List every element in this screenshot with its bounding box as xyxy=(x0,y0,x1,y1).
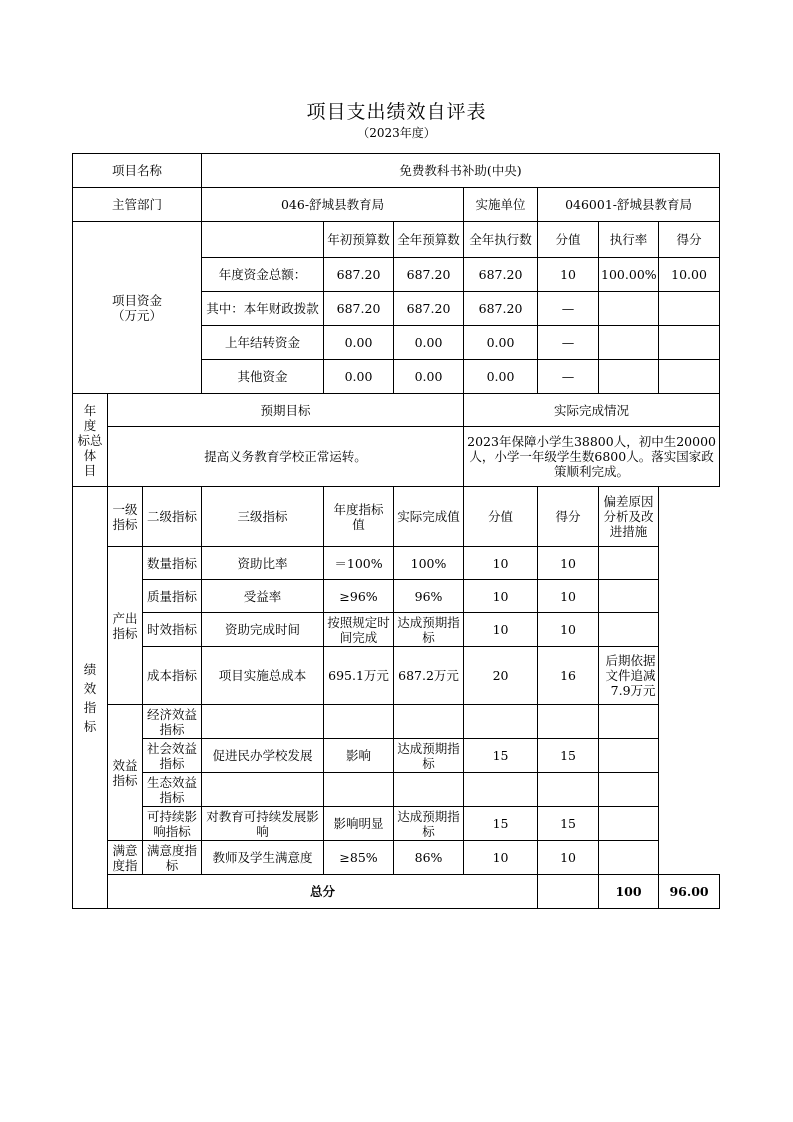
indicator-deviation xyxy=(599,613,659,647)
funds-row-label: 年度资金总额： xyxy=(202,258,324,292)
funds-row-label: 上年结转资金 xyxy=(202,326,324,360)
implementing-unit-label: 实施单位 xyxy=(464,188,538,222)
funds-rate xyxy=(599,292,659,326)
indicator-target: 695.1万元 xyxy=(324,647,394,705)
indicator-deviation xyxy=(599,807,659,841)
indicator-row xyxy=(73,647,720,705)
indicator-target: 按照规定时间完成 xyxy=(324,613,394,647)
indicator-level2: 时效指标 xyxy=(143,613,202,647)
indicator-actual: 100% xyxy=(394,547,464,580)
funds-initial: 687.20 xyxy=(324,292,394,326)
department-row xyxy=(73,188,720,222)
goals-header-row xyxy=(73,394,720,427)
funds-executed: 687.20 xyxy=(464,258,538,292)
indicator-level2: 成本指标 xyxy=(143,647,202,705)
funds-annual: 687.20 xyxy=(394,292,464,326)
indicator-level3: 资助比率 xyxy=(202,547,324,580)
department-value: 046-舒城县教育局 xyxy=(202,188,464,222)
self-evaluation-table xyxy=(72,153,720,909)
funds-executed: 687.20 xyxy=(464,292,538,326)
funds-rate: 100.00% xyxy=(599,258,659,292)
indicator-score-value xyxy=(464,773,538,807)
total-blank xyxy=(538,875,599,909)
indicator-score: 15 xyxy=(538,739,599,773)
indicator-level3: 资助完成时间 xyxy=(202,613,324,647)
header-level1: 一级指标 xyxy=(108,487,143,547)
funds-header-score-value: 分值 xyxy=(538,222,599,258)
indicator-actual: 达成预期指标 xyxy=(394,807,464,841)
indicator-score xyxy=(538,705,599,739)
indicator-deviation xyxy=(599,739,659,773)
indicator-level3 xyxy=(202,773,324,807)
indicator-row xyxy=(73,773,720,807)
funds-header-rate: 执行率 xyxy=(599,222,659,258)
indicator-score: 10 xyxy=(538,841,599,875)
project-name-label: 项目名称 xyxy=(73,154,202,188)
performance-indicators-label: 绩效指标 xyxy=(73,487,108,909)
project-name-value: 免费教科书补助(中央) xyxy=(202,154,720,188)
funds-score-value: — xyxy=(538,326,599,360)
indicator-target xyxy=(324,773,394,807)
funds-executed: 0.00 xyxy=(464,326,538,360)
annual-goals-label: 年 度 标总 体 目 xyxy=(73,394,108,487)
indicator-score-value: 15 xyxy=(464,739,538,773)
indicator-deviation xyxy=(599,773,659,807)
indicator-deviation xyxy=(599,580,659,613)
expected-goal-text: 提高义务教育学校正常运转。 xyxy=(108,427,464,487)
indicator-score-value: 15 xyxy=(464,807,538,841)
header-target: 年度指标值 xyxy=(324,487,394,547)
header-actual: 实际完成值 xyxy=(394,487,464,547)
satisfaction-indicators-label: 满意度指 xyxy=(108,841,143,875)
funds-header-executed: 全年执行数 xyxy=(464,222,538,258)
funds-score: 10.00 xyxy=(659,258,720,292)
indicator-level2: 社会效益指标 xyxy=(143,739,202,773)
indicator-target: 影响明显 xyxy=(324,807,394,841)
expected-goal-header: 预期目标 xyxy=(108,394,464,427)
indicator-score: 10 xyxy=(538,547,599,580)
total-score: 96.00 xyxy=(659,875,720,909)
indicator-row xyxy=(73,807,720,841)
indicator-score xyxy=(538,773,599,807)
funds-annual: 687.20 xyxy=(394,258,464,292)
indicator-target xyxy=(324,705,394,739)
funds-initial: 687.20 xyxy=(324,258,394,292)
indicator-level2: 可持续影响指标 xyxy=(143,807,202,841)
funds-annual: 0.00 xyxy=(394,326,464,360)
indicator-actual xyxy=(394,705,464,739)
indicator-score: 10 xyxy=(538,613,599,647)
indicator-score-value: 10 xyxy=(464,613,538,647)
indicator-level3: 教师及学生满意度 xyxy=(202,841,324,875)
indicator-level3: 对教育可持续发展影响 xyxy=(202,807,324,841)
funds-executed: 0.00 xyxy=(464,360,538,394)
goals-content-row xyxy=(73,427,720,487)
indicator-level2: 经济效益指标 xyxy=(143,705,202,739)
output-indicators-label: 产出指标 xyxy=(108,547,143,705)
benefit-indicators-label: 效益指标 xyxy=(108,705,143,841)
indicator-deviation: 后期依据文件追减7.9万元 xyxy=(599,647,659,705)
indicator-level3: 项目实施总成本 xyxy=(202,647,324,705)
indicator-score-value: 10 xyxy=(464,547,538,580)
funds-annual: 0.00 xyxy=(394,360,464,394)
actual-completion-text: 2023年保障小学生38800人，初中生20000人，小学一年级学生数6800人。落实国家政策顺利完成。 xyxy=(464,427,720,487)
project-funds-label-line2: （万元） xyxy=(112,307,163,323)
indicator-level3: 受益率 xyxy=(202,580,324,613)
indicator-row xyxy=(73,613,720,647)
indicator-actual: 96% xyxy=(394,580,464,613)
indicator-row xyxy=(73,841,720,875)
project-funds-label-line1: 项目资金 xyxy=(112,292,163,308)
indicator-score: 15 xyxy=(538,807,599,841)
header-score-value: 分值 xyxy=(464,487,538,547)
funds-rate xyxy=(599,360,659,394)
department-label: 主管部门 xyxy=(73,188,202,222)
indicator-level2: 质量指标 xyxy=(143,580,202,613)
funds-header-blank xyxy=(202,222,324,258)
indicator-row xyxy=(73,580,720,613)
actual-completion-header: 实际完成情况 xyxy=(464,394,720,427)
project-funds-label xyxy=(73,222,202,394)
indicator-row xyxy=(73,739,720,773)
funds-score xyxy=(659,326,720,360)
funds-row-label: 其他资金 xyxy=(202,360,324,394)
total-row xyxy=(73,875,720,909)
indicator-row xyxy=(73,705,720,739)
funds-header-annual: 全年预算数 xyxy=(394,222,464,258)
total-score-value: 100 xyxy=(599,875,659,909)
indicator-level2: 数量指标 xyxy=(143,547,202,580)
indicator-level3: 促进民办学校发展 xyxy=(202,739,324,773)
funds-rate xyxy=(599,326,659,360)
project-name-row xyxy=(73,154,720,188)
funds-header-initial: 年初预算数 xyxy=(324,222,394,258)
indicator-score-value: 20 xyxy=(464,647,538,705)
indicator-target: ≥85% xyxy=(324,841,394,875)
indicator-deviation xyxy=(599,705,659,739)
indicator-score-value: 10 xyxy=(464,580,538,613)
indicator-row xyxy=(73,547,720,580)
indicator-actual: 达成预期指标 xyxy=(394,739,464,773)
indicator-level3 xyxy=(202,705,324,739)
indicator-level2: 满意度指标 xyxy=(143,841,202,875)
header-deviation: 偏差原因分析及改进措施 xyxy=(599,487,659,547)
indicator-level2: 生态效益指标 xyxy=(143,773,202,807)
funds-score-value: 10 xyxy=(538,258,599,292)
funds-initial: 0.00 xyxy=(324,360,394,394)
indicator-score: 16 xyxy=(538,647,599,705)
funds-score xyxy=(659,360,720,394)
header-score: 得分 xyxy=(538,487,599,547)
indicator-target: 影响 xyxy=(324,739,394,773)
indicator-deviation xyxy=(599,547,659,580)
funds-row-label: 其中：本年财政拨款 xyxy=(202,292,324,326)
indicator-actual xyxy=(394,773,464,807)
funds-initial: 0.00 xyxy=(324,326,394,360)
indicator-deviation xyxy=(599,841,659,875)
funds-score-value: — xyxy=(538,360,599,394)
indicator-actual: 86% xyxy=(394,841,464,875)
funds-header-score: 得分 xyxy=(659,222,720,258)
indicator-actual: 达成预期指标 xyxy=(394,613,464,647)
page-subtitle: （2023年度） xyxy=(357,126,436,140)
total-label: 总分 xyxy=(108,875,538,909)
indicator-score-value: 10 xyxy=(464,841,538,875)
indicator-actual: 687.2万元 xyxy=(394,647,464,705)
header-level2: 二级指标 xyxy=(143,487,202,547)
funds-score xyxy=(659,292,720,326)
header-level3: 三级指标 xyxy=(202,487,324,547)
indicator-target: ＝100% xyxy=(324,547,394,580)
funds-score-value: — xyxy=(538,292,599,326)
indicator-score-value xyxy=(464,705,538,739)
indicator-target: ≥96% xyxy=(324,580,394,613)
funds-header-row xyxy=(73,222,720,258)
page-title: 项目支出绩效自评表 xyxy=(306,101,487,123)
indicator-score: 10 xyxy=(538,580,599,613)
implementing-unit-value: 046001-舒城县教育局 xyxy=(538,188,720,222)
indicator-header-row xyxy=(73,487,720,547)
